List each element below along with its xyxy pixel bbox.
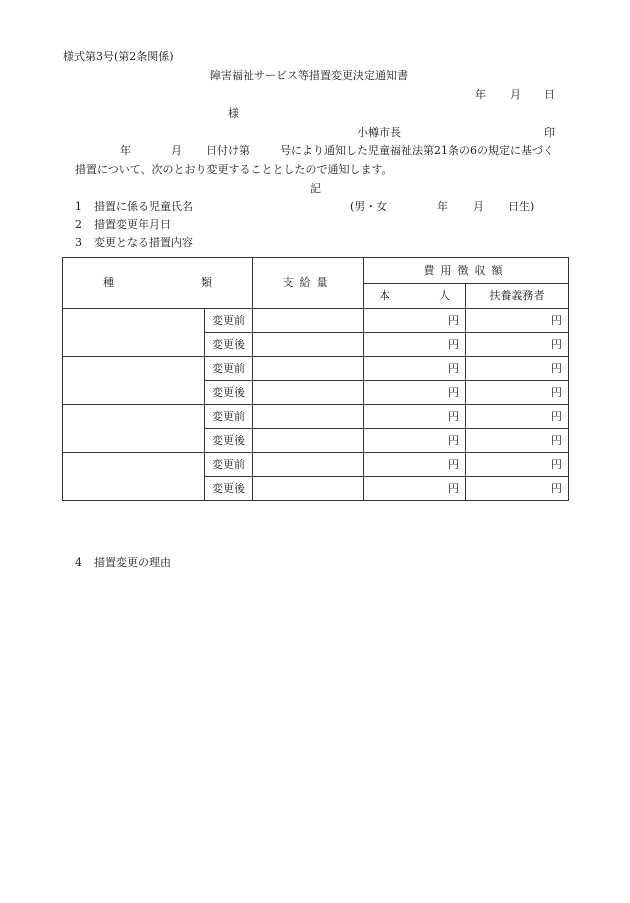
before-label: 変更前 [205, 309, 253, 333]
table-row [63, 309, 569, 333]
yen-person: 円 [364, 309, 466, 333]
amount-cell [253, 429, 364, 453]
type-cell [63, 405, 205, 453]
header-row-1 [63, 258, 569, 284]
table-row [63, 357, 569, 381]
after-label: 変更後 [205, 381, 253, 405]
amount-cell [253, 333, 364, 357]
item-1-label: 措置に係る児童氏名 [94, 200, 193, 213]
ref-text: 号により通知した児童福祉法第21条の6の規定に基づく [280, 144, 554, 157]
header-type-right: 類 [201, 276, 212, 289]
addressee-suffix: 様 [228, 107, 239, 120]
date-day: 日 [544, 88, 555, 101]
yen-guardian: 円 [466, 309, 569, 333]
yen-guardian: 円 [466, 333, 569, 357]
item-3-number: 3 [75, 236, 82, 249]
before-label: 変更前 [205, 453, 253, 477]
header-amount: 支給量 [253, 258, 364, 309]
yen-person: 円 [364, 381, 466, 405]
ki-marker: 記 [310, 182, 321, 195]
yen-person: 円 [364, 333, 466, 357]
yen-guardian: 円 [466, 477, 569, 501]
amount-cell [253, 309, 364, 333]
body-line-2: 措置について、次のとおり変更することとしたので通知します。 [75, 163, 393, 176]
before-label: 変更前 [205, 405, 253, 429]
yen-guardian: 円 [466, 357, 569, 381]
yen-guardian: 円 [466, 405, 569, 429]
after-label: 変更後 [205, 429, 253, 453]
seal-mark: 印 [544, 126, 555, 139]
document-title: 障害福祉サービス等措置変更決定通知書 [210, 69, 408, 82]
amount-cell [253, 405, 364, 429]
item-2-label: 措置変更年月日 [94, 218, 171, 231]
yen-guardian: 円 [466, 453, 569, 477]
amount-cell [253, 381, 364, 405]
type-cell [63, 453, 205, 501]
item-1-gender: (男・女 [350, 200, 388, 213]
item-4-label: 措置変更の理由 [94, 556, 171, 569]
before-label: 変更前 [205, 357, 253, 381]
date-month: 月 [510, 88, 521, 101]
header-person-cell [364, 284, 466, 309]
item-1-birth: 日生) [508, 200, 535, 213]
yen-person: 円 [364, 429, 466, 453]
amount-cell [253, 357, 364, 381]
yen-person: 円 [364, 453, 466, 477]
item-1-month: 月 [473, 200, 484, 213]
ref-year: 年 [120, 144, 131, 157]
ref-day: 日付け第 [206, 144, 250, 157]
header-fee: 費用徴収額 [364, 258, 569, 284]
yen-person: 円 [364, 357, 466, 381]
amount-cell [253, 477, 364, 501]
yen-guardian: 円 [466, 429, 569, 453]
table-row [63, 453, 569, 477]
yen-guardian: 円 [466, 381, 569, 405]
after-label: 変更後 [205, 477, 253, 501]
form-number: 様式第3号(第2条関係) [63, 50, 174, 63]
yen-person: 円 [364, 477, 466, 501]
header-person-right: 人 [439, 289, 450, 302]
issuer-name: 小樽市長 [357, 126, 401, 139]
type-cell [63, 309, 205, 357]
item-1-year: 年 [437, 200, 448, 213]
table-row [63, 405, 569, 429]
type-cell [63, 357, 205, 405]
header-person-left: 本 [379, 289, 390, 302]
after-label: 変更後 [205, 333, 253, 357]
yen-person: 円 [364, 405, 466, 429]
item-3-label: 変更となる措置内容 [94, 236, 193, 249]
ref-month: 月 [171, 144, 182, 157]
header-guardian: 扶養義務者 [466, 284, 569, 309]
item-4-number: 4 [75, 556, 82, 569]
date-year: 年 [475, 88, 486, 101]
header-type-cell [63, 258, 253, 309]
amount-cell [253, 453, 364, 477]
item-2-number: 2 [75, 218, 82, 231]
measure-fee-table [62, 257, 569, 501]
item-1-number: 1 [75, 200, 82, 213]
header-type-left: 種 [103, 276, 114, 289]
